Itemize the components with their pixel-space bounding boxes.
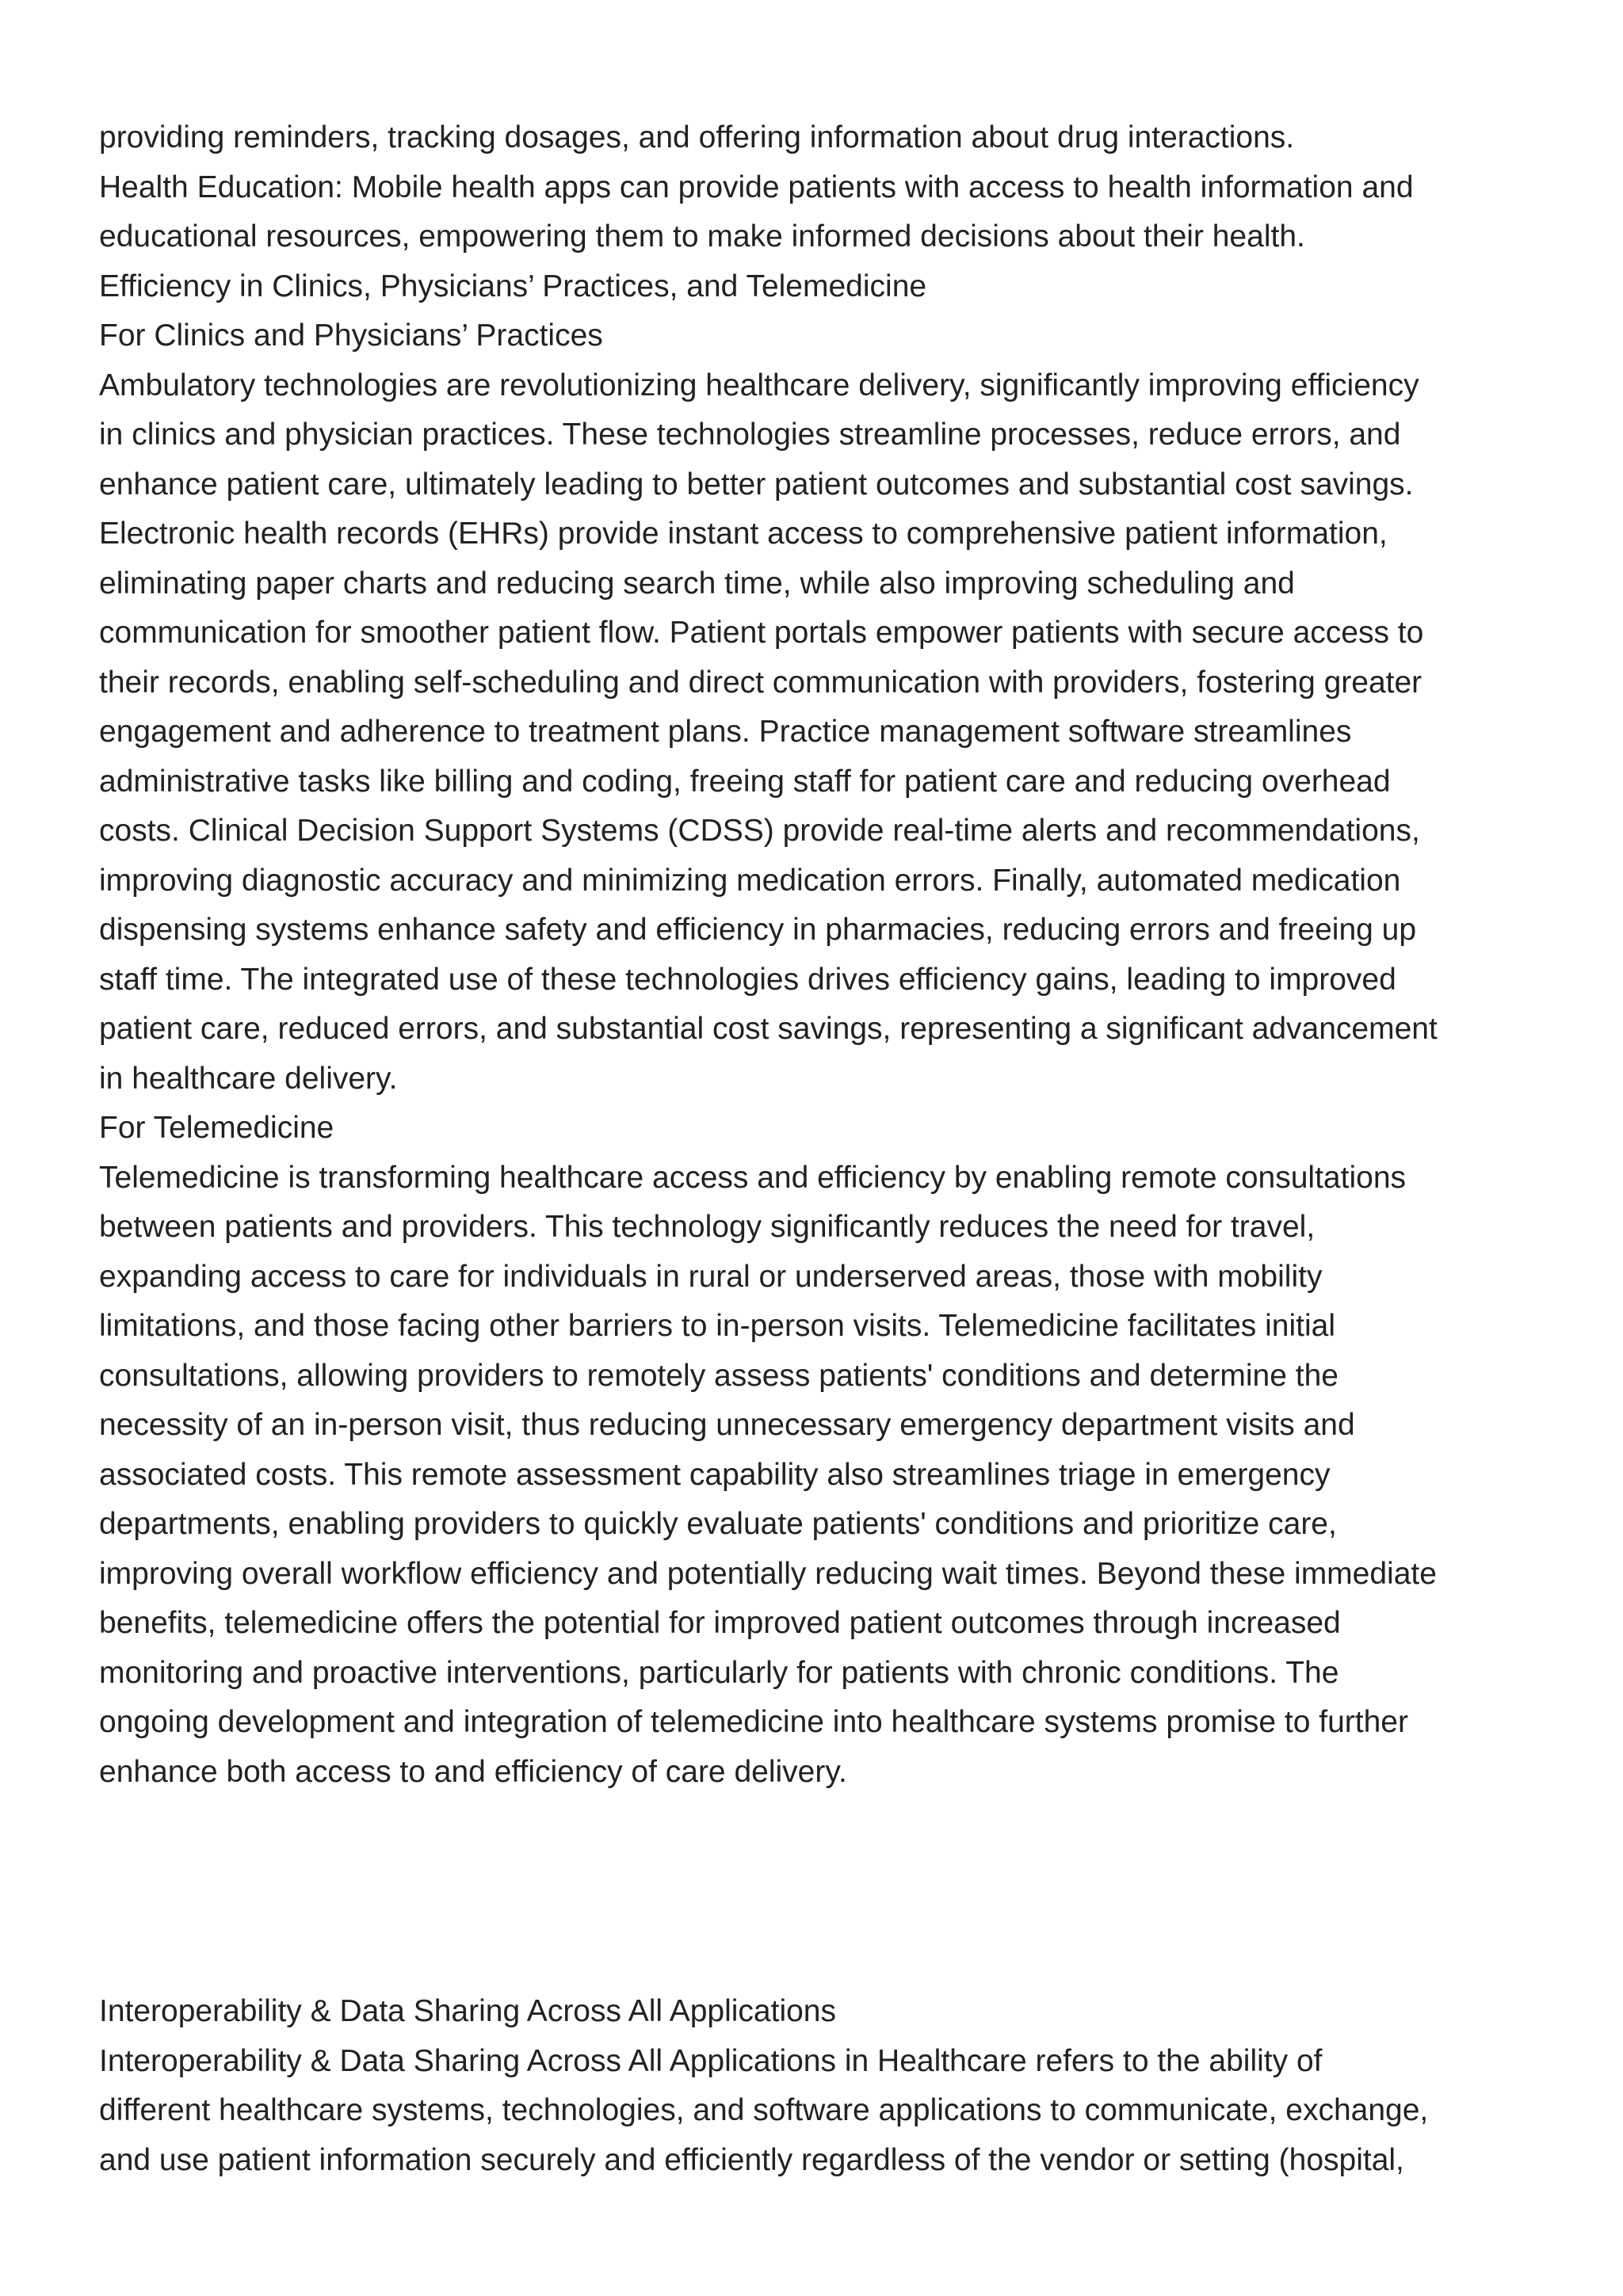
subheading-clinics-practices: For Clinics and Physicians’ Practices: [99, 318, 603, 353]
paragraph-ambulatory-technologies: Ambulatory technologies are revolutionizing healthcare delivery, significantly improving efficiency in clinics and physician practices. These technologies streamline processes, reduce errors, and enhance patient care, ultimately leading to better patient outcomes and substantial cost savings. Electronic health records (EHRs) provide instant access to comprehensive patient information, eliminating paper charts and reducing search time, while also improving scheduling and communication for smoother patient flow. Patient portals empower patients with secure access to their records, enabling self-scheduling and direct communication with providers, fostering greater engagement and adherence to treatment plans. Practice management software streamlines administrative tasks like billing and coding, freeing staff for patient care and reducing overhead costs. Clinical Decision Support Systems (CDSS) provide real-time alerts and recommendations, improving diagnostic accuracy and minimizing medication errors. Finally, automated medication dispensing systems enhance safety and efficiency in pharmacies, reducing errors and freeing up staff time. The integrated use of these technologies drives efficiency gains, leading to improved patient care, reduced errors, and substantial cost savings, representing a significant advancement in healthcare delivery.: [99, 368, 1438, 1096]
subheading-telemedicine: For Telemedicine: [99, 1111, 334, 1145]
paragraph-interoperability: Interoperability & Data Sharing Across All Applications in Healthcare refers to the ability of different healthcare systems, technologies, and software applications to communicate, exchange, and use patient information securely and efficiently regardless of the vendor or setting (hospital,: [99, 2043, 1429, 2177]
section-heading-efficiency: Efficiency in Clinics, Physicians’ Practices, and Telemedicine: [99, 269, 927, 303]
paragraph-health-education: Health Education: Mobile health apps can provide patients with access to health information and educational resources, empowering them to make informed decisions about their health.: [99, 170, 1414, 254]
section-heading-interoperability: Interoperability & Data Sharing Across All Applications: [99, 1994, 837, 2028]
paragraph-medication-reminders: providing reminders, tracking dosages, and offering information about drug interactions.: [99, 120, 1295, 154]
paragraph-telemedicine: Telemedicine is transforming healthcare access and efficiency by enabling remote consultations between patients and providers. This technology significantly reduces the need for travel, expanding access to care for individuals in rural or underserved areas, those with mobility limitations, and those facing other barriers to in-person visits. Telemedicine facilitates initial consultations, allowing providers to remotely assess patients' conditions and determine the necessity of an in-person visit, thus reducing unnecessary emergency department visits and associated costs. This remote assessment capability also streamlines triage in emergency departments, enabling providers to quickly evaluate patients' conditions and prioritize care, improving overall workflow efficiency and potentially reducing wait times. Beyond these immediate benefits, telemedicine offers the potential for improved patient outcomes through increased monitoring and proactive interventions, particularly for patients with chronic conditions. The ongoing development and integration of telemedicine into healthcare systems promise to further enhance both access to and efficiency of care delivery.: [99, 1160, 1437, 1789]
text-block-top: [99, 113, 1541, 1797]
text-block-bottom: [99, 1987, 1541, 2185]
